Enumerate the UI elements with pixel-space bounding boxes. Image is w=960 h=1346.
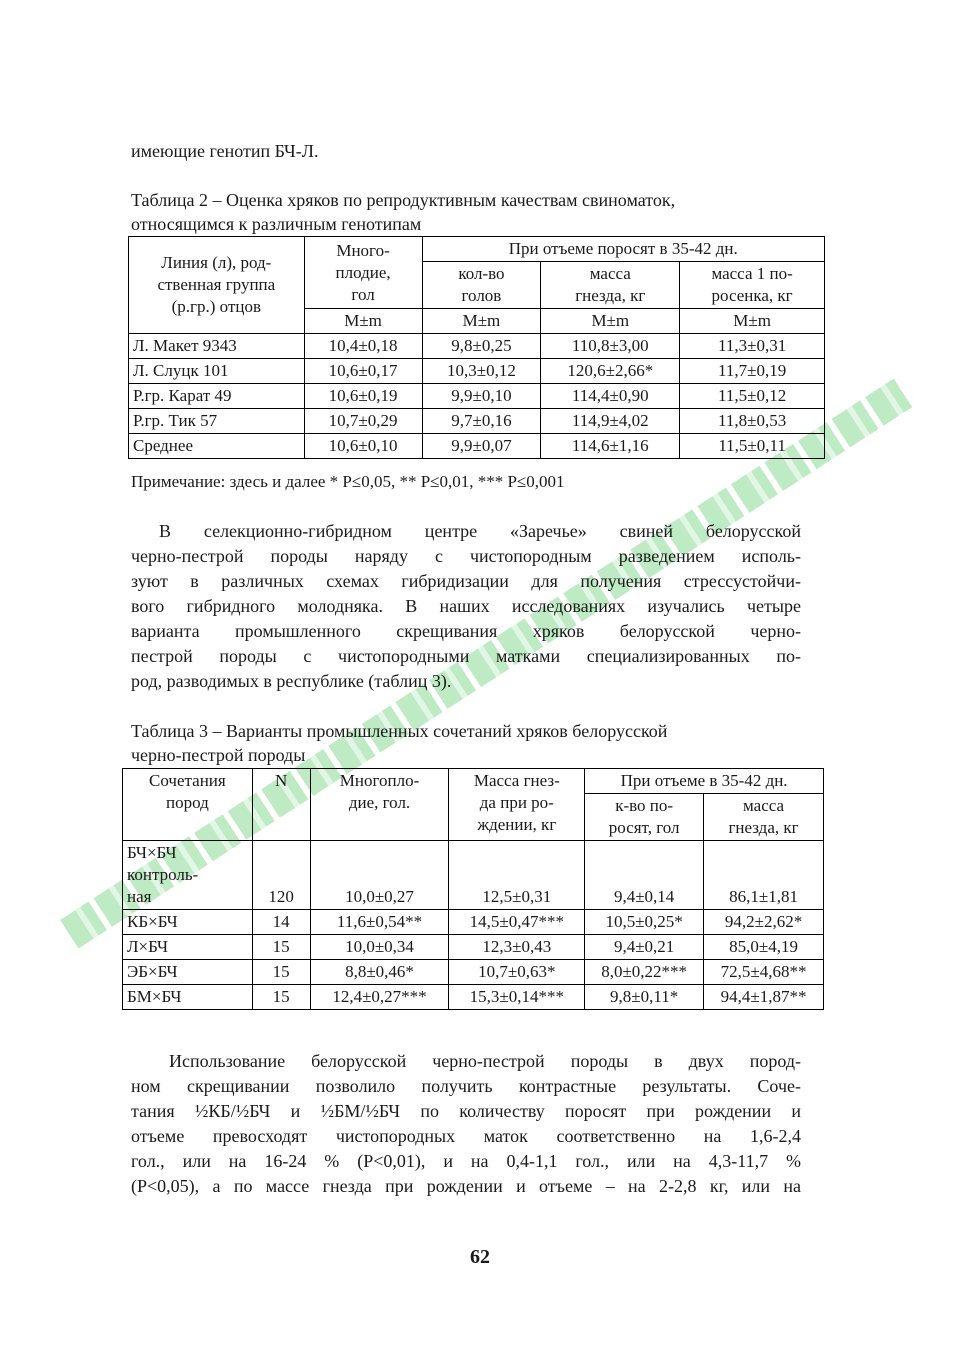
table2-header-prolificacy: Много- плодие, гол	[304, 237, 422, 309]
cell: 8,8±0,46*	[310, 960, 449, 985]
table3-header-n: N	[252, 769, 310, 841]
cell: 9,4±0,14	[585, 841, 704, 910]
cell: 9,7±0,16	[422, 409, 541, 434]
table2-header-weaning-group: При отъеме поросят в 35-42 дн.	[422, 237, 825, 262]
table3-caption-line-1: Таблица 3 – Варианты промышленных сочетаний хряков белорусской	[131, 721, 668, 741]
table-row	[129, 334, 825, 359]
table3-header-weaning-group: При отъеме в 35-42 дн.	[585, 769, 824, 794]
cell: 9,8±0,11*	[585, 985, 704, 1010]
paragraph1-line: зуют в различных схемах гибридизации для получения стрессустойчи-	[131, 571, 801, 591]
table-row	[129, 359, 825, 384]
row-label: БМ×БЧ	[123, 985, 253, 1010]
paragraph2-line: (P<0,05), а по массе гнезда при рождении и отъеме – на 2-2,8 кг, или на	[131, 1176, 801, 1196]
cell: 114,6±1,16	[541, 434, 680, 459]
cell: 114,9±4,02	[541, 409, 680, 434]
cell: 10,3±0,12	[422, 359, 541, 384]
intro-line: имеющие генотип БЧ-Л.	[131, 141, 319, 161]
table2-stat-label: M±m	[680, 309, 825, 334]
row-label: Среднее	[129, 434, 305, 459]
paragraph1-line: вого гибридного молодняка. В наших исследованиях изучались четыре	[131, 596, 801, 616]
table-row	[123, 985, 824, 1010]
table2-header-count: кол-во голов	[422, 262, 541, 309]
table2-stat-label: M±m	[422, 309, 541, 334]
paragraph2-line: тания ½КБ/½БЧ и ½БМ/½БЧ по количеству поросят при рождении и	[131, 1101, 801, 1121]
table3-header-piglet-count: к-во по- росят, гол	[585, 794, 704, 841]
cell: 9,9±0,07	[422, 434, 541, 459]
cell: 12,5±0,31	[449, 841, 585, 910]
paragraph1-line: пестрой породы с чистопородными матками специализированных по-	[131, 646, 801, 666]
row-label: Р.гр. Тик 57	[129, 409, 305, 434]
cell: 9,4±0,21	[585, 935, 704, 960]
cell: 14	[252, 910, 310, 935]
table2-note: Примечание: здесь и далее * P≤0,05, ** P≤0,01, *** P≤0,001	[131, 472, 565, 491]
table-row	[123, 841, 824, 910]
cell: 15,3±0,14***	[449, 985, 585, 1010]
table3-header-combination: Сочетания пород	[123, 769, 253, 841]
table-row	[129, 384, 825, 409]
cell: 11,5±0,12	[680, 384, 825, 409]
table-row	[129, 434, 825, 459]
cell: 120	[252, 841, 310, 910]
paragraph1-line: черно-пестрой породы наряду с чистопородным разведением исполь-	[131, 546, 801, 566]
table-row	[123, 960, 824, 985]
table-row	[129, 409, 825, 434]
cell: 94,2±2,62*	[704, 910, 824, 935]
table2-header-piglet-mass: масса 1 по- росенка, кг	[680, 262, 825, 309]
cell: 11,7±0,19	[680, 359, 825, 384]
table3-header-birth-nest-mass: Масса гнез- да при ро- ждении, кг	[449, 769, 585, 841]
cell: 110,8±3,00	[541, 334, 680, 359]
cell: 8,0±0,22***	[585, 960, 704, 985]
table3-caption-line-2: черно-пестрой породы	[131, 745, 306, 765]
table3-header-prolificacy: Многопло- дие, гол.	[310, 769, 449, 841]
row-label: Л. Макет 9343	[129, 334, 305, 359]
cell: 94,4±1,87**	[704, 985, 824, 1010]
row-label: Л. Слуцк 101	[129, 359, 305, 384]
cell: 15	[252, 985, 310, 1010]
paragraph2-line: Использование белорусской черно-пестрой породы в двух пород-	[169, 1051, 801, 1071]
cell: 12,3±0,43	[449, 935, 585, 960]
cell: 10,4±0,18	[304, 334, 422, 359]
paragraph1-line: В селекционно-гибридном центре «Заречье» свиней белорусской	[159, 521, 801, 541]
cell: 11,3±0,31	[680, 334, 825, 359]
cell: 10,7±0,29	[304, 409, 422, 434]
table2-stat-label: M±m	[304, 309, 422, 334]
cell: 10,6±0,19	[304, 384, 422, 409]
table-row	[123, 935, 824, 960]
table2	[128, 236, 825, 459]
cell: 120,6±2,66*	[541, 359, 680, 384]
cell: 9,8±0,25	[422, 334, 541, 359]
cell: 10,6±0,10	[304, 434, 422, 459]
cell: 85,0±4,19	[704, 935, 824, 960]
table2-caption-line-2: относящимся к различным генотипам	[131, 214, 422, 234]
table2-caption-line-1: Таблица 2 – Оценка хряков по репродуктивным качествам свиноматок,	[131, 190, 676, 210]
row-label: КБ×БЧ	[123, 910, 253, 935]
cell: 10,0±0,27	[310, 841, 449, 910]
page-number: 62	[470, 1246, 490, 1268]
cell: 11,5±0,11	[680, 434, 825, 459]
table3-header-nest-mass: масса гнезда, кг	[704, 794, 824, 841]
cell: 86,1±1,81	[704, 841, 824, 910]
paragraph1-line: род, разводимых в республике (таблиц 3).	[131, 671, 452, 691]
row-label: Р.гр. Карат 49	[129, 384, 305, 409]
cell: 10,6±0,17	[304, 359, 422, 384]
cell: 14,5±0,47***	[449, 910, 585, 935]
row-label: ЭБ×БЧ	[123, 960, 253, 985]
paragraph1-line: варианта промышленного скрещивания хряков белорусской черно-	[131, 621, 801, 641]
cell: 11,6±0,54**	[310, 910, 449, 935]
row-label: Л×БЧ	[123, 935, 253, 960]
table2-header-line: Линия (л), род- ственная группа (р.гр.) отцов	[129, 237, 305, 334]
cell: 72,5±4,68**	[704, 960, 824, 985]
row-label: БЧ×БЧ контроль- ная	[123, 841, 253, 910]
paragraph2-line: гол., или на 16-24 % (P<0,01), и на 0,4-1,1 гол., или на 4,3-11,7 %	[131, 1151, 801, 1171]
table2-header-nest-mass: масса гнезда, кг	[541, 262, 680, 309]
cell: 15	[252, 960, 310, 985]
cell: 11,8±0,53	[680, 409, 825, 434]
paragraph2-line: ном скрещивании позволило получить контрастные результаты. Соче-	[131, 1076, 801, 1096]
cell: 10,7±0,63*	[449, 960, 585, 985]
cell: 10,0±0,34	[310, 935, 449, 960]
cell: 114,4±0,90	[541, 384, 680, 409]
table3	[122, 768, 824, 1010]
cell: 12,4±0,27***	[310, 985, 449, 1010]
paragraph2-line: отъеме превосходят чистопородных маток соответственно на 1,6-2,4	[131, 1126, 801, 1146]
table-row	[123, 910, 824, 935]
table2-stat-label: M±m	[541, 309, 680, 334]
cell: 9,9±0,10	[422, 384, 541, 409]
cell: 15	[252, 935, 310, 960]
cell: 10,5±0,25*	[585, 910, 704, 935]
